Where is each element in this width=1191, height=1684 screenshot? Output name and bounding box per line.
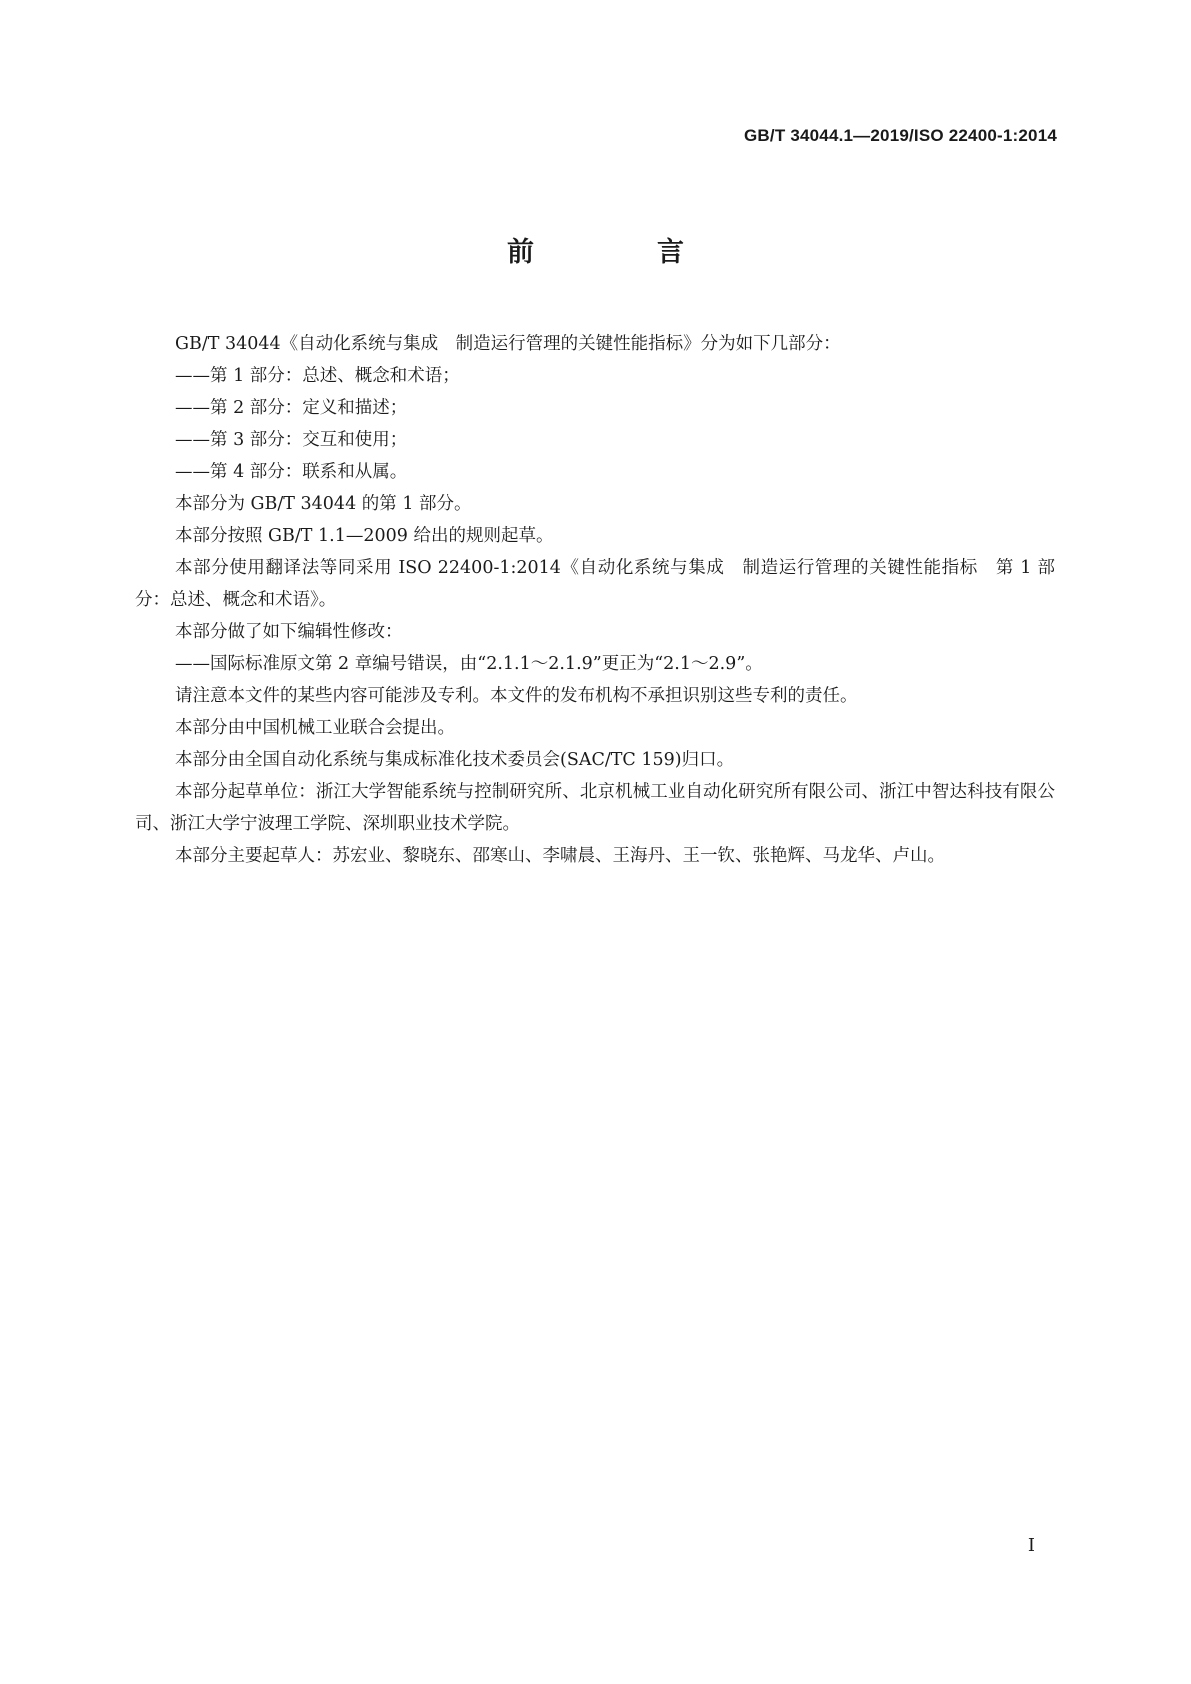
- paragraph: ——国际标准原文第 2 章编号错误，由“2.1.1～2.1.9”更正为“2.1～2.9”。: [175, 654, 763, 674]
- paragraph: ——第 2 部分：定义和描述；: [175, 398, 408, 418]
- paragraph: ——第 3 部分：交互和使用；: [175, 430, 408, 450]
- paragraph: GB/T 34044《自动化系统与集成 制造运行管理的关键性能指标》分为如下几部分：: [175, 334, 841, 354]
- paragraph: 本部分按照 GB/T 1.1—2009 给出的规则起草。: [175, 526, 554, 546]
- paragraph: 本部分主要起草人：苏宏业、黎晓东、邵寒山、李啸晨、王海丹、王一钦、张艳辉、马龙华、卢山。: [175, 846, 945, 866]
- paragraph: 本部分做了如下编辑性修改：: [175, 622, 403, 642]
- paragraph: 本部分为 GB/T 34044 的第 1 部分。: [175, 494, 472, 514]
- paragraph: 请注意本文件的某些内容可能涉及专利。本文件的发布机构不承担识别这些专利的责任。: [175, 686, 858, 706]
- standard-code: GB/T 34044.1—2019/ISO 22400-1:2014: [744, 126, 1057, 145]
- foreword-body: [135, 328, 1055, 872]
- paragraph: 本部分使用翻译法等同采用 ISO 22400-1:2014《自动化系统与集成 制造运行管理的关键性能指标 第 1 部分：总述、概念和术语》。: [135, 558, 1055, 610]
- paragraph: 本部分起草单位：浙江大学智能系统与控制研究所、北京机械工业自动化研究所有限公司、浙江中智达科技有限公司、浙江大学宁波理工学院、深圳职业技术学院。: [135, 782, 1055, 834]
- paragraph: ——第 4 部分：联系和从属。: [175, 462, 408, 482]
- paragraph: 本部分由中国机械工业联合会提出。: [175, 718, 455, 738]
- page-number: I: [1027, 1535, 1035, 1556]
- page-title: 前 言: [507, 237, 732, 268]
- paragraph: ——第 1 部分：总述、概念和术语；: [175, 366, 460, 386]
- paragraph: 本部分由全国自动化系统与集成标准化技术委员会(SAC/TC 159)归口。: [175, 750, 735, 770]
